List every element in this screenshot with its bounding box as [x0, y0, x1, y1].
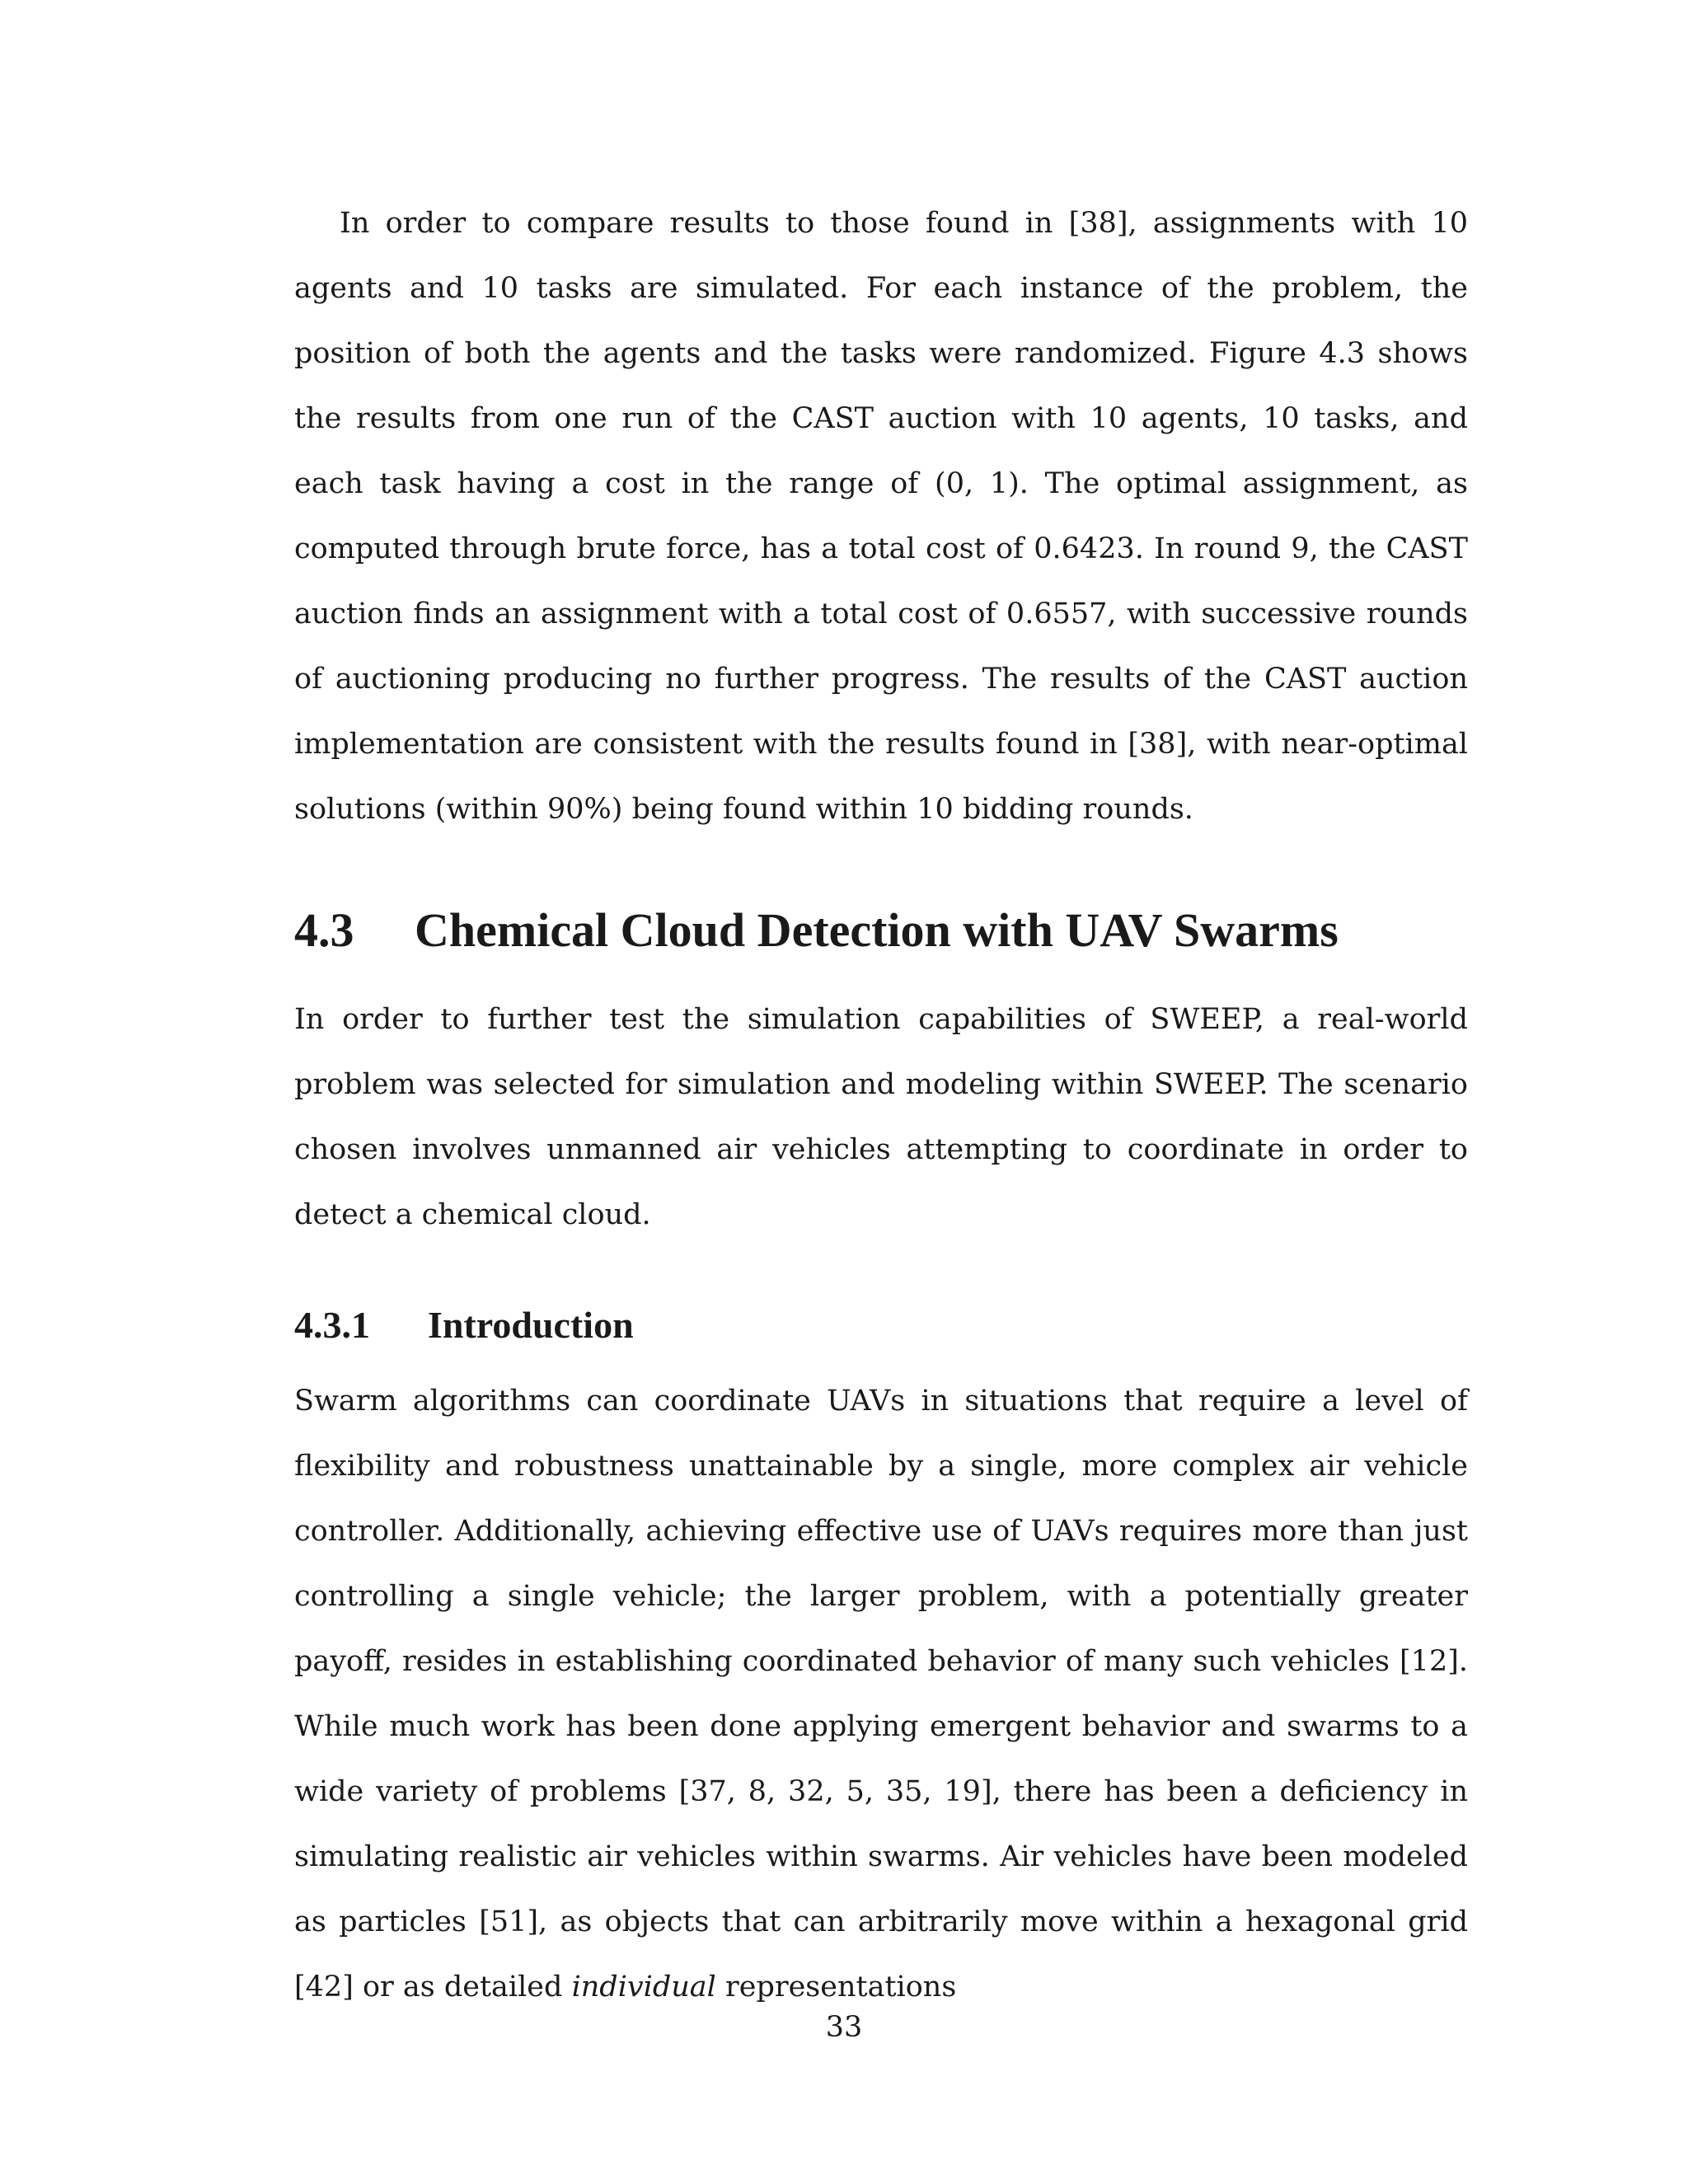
paragraph-section-intro: In order to further test the simulation capabilities of SWEEP, a real-world problem was selected for simulation and modeling within SWEEP. The scenario chosen involves unmanned air vehicles attempting to coordinate in order to detect a chemical cloud.: [294, 1002, 1468, 1231]
section-number: 4.3: [294, 903, 354, 957]
section-heading: [294, 902, 1468, 959]
section-title: Chemical Cloud Detection with UAV Swarms: [415, 903, 1339, 957]
paragraph-cast-results: In order to compare results to those found in [38], assignments with 10 agents and 10 tasks are simulated. For each instance of the problem, the position of both the agents and the tasks were randomized. Figure 4.3 shows the results from one run of the CAST auction with 10 agents, 10 tasks, and each task having a cost in the range of (0, 1). The optimal assignment, as computed through brute force, has a total cost of 0.6423. In round 9, the CAST auction finds an assignment with a total cost of 0.6557, with successive rounds of auctioning producing no further progress. The results of the CAST auction implementation are consistent with the results found in [38], with near-optimal solutions (within 90%) being found within 10 bidding rounds.: [294, 207, 1468, 826]
emphasis-individual: individual: [571, 1970, 716, 2004]
paragraph-introduction-end: representations: [725, 1970, 957, 2004]
paragraph-introduction: [294, 1369, 1468, 2020]
page-number: 33: [825, 2011, 863, 2044]
subsection-heading: [294, 1302, 1468, 1347]
subsection-number: 4.3.1: [294, 1303, 370, 1346]
subsection-title: Introduction: [428, 1303, 634, 1346]
paragraph-introduction-text: Swarm algorithms can coordinate UAVs in situations that require a level of flexibility and robustness unattainable by a single, more complex air vehicle controller. Additionally, achieving effective use of UAVs requires more than just controlling a single vehicle; the larger problem, with a potentially greater payoff, resides in establishing coordinated behavior of many such vehicles [12]. While much work has been done applying emergent behavior and swarms to a wide variety of problems [37, 8, 32, 5, 35, 19], there has been a deficiency in simulating realistic air vehicles within swarms. Air vehicles have been modeled as particles [51], as objects that can arbitrarily move within a hexagonal grid [42] or as detailed: [294, 1384, 1468, 2004]
page-body: [294, 191, 1468, 2020]
